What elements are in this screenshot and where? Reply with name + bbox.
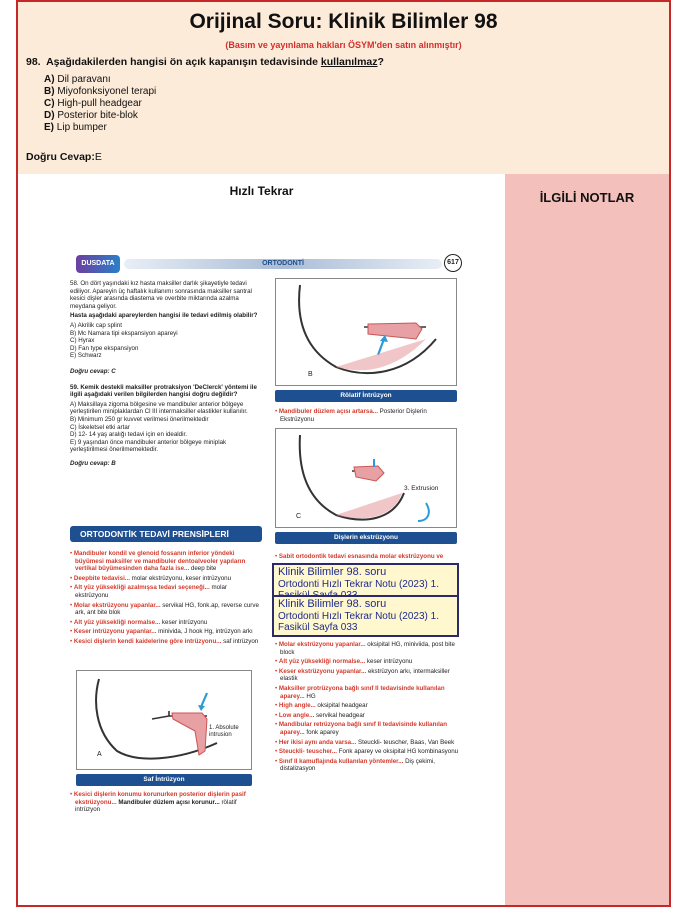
bullet-value: Fonk aparey ve oksipital HG kombinasyonu [337, 748, 459, 756]
bullet-value: servikal HG, fonk.ap, reverse curve ark, ant bite blok [75, 601, 259, 617]
book-page-number: 617 [444, 254, 462, 272]
bullet-value: oksipital headgear [315, 702, 368, 710]
option-e[interactable] [44, 122, 156, 134]
list-item [275, 721, 459, 736]
question-number: 98. [26, 56, 41, 68]
book-page-scan [70, 250, 460, 820]
bullet-value: Posterior Dişlerin Ekstrüzyonu [280, 408, 427, 423]
figure-a-saf-intruzyon [76, 670, 252, 770]
list-item [70, 575, 260, 583]
option-letter: C) [44, 98, 55, 109]
quick-review-heading: Hızlı Tekrar [229, 184, 294, 198]
answer-label: Doğru Cevap: [26, 151, 95, 163]
bullet-key: Low angle... [278, 711, 315, 719]
figure-b-caption: Rölatif İntrüzyon [275, 390, 457, 402]
bullet-value: saf intrüzyon [221, 637, 259, 645]
answer-options [44, 74, 156, 134]
bullet-key: Keser intrüzyonu yapanlar... [73, 628, 157, 636]
bullet-value: Steuckli- teuscher, Baas, Van Beek [356, 738, 455, 746]
bullet-key: Alt yüz yüksekliği normalse... [278, 658, 366, 666]
bullet-value: keser intrüzyonu [160, 618, 208, 626]
section-title-banner: ORTODONTİK TEDAVİ PRENSİPLERİ [70, 526, 262, 542]
book-section-label: ORTODONTİ [262, 260, 304, 267]
q59-option: C) İskeletsel etki artar [70, 423, 130, 431]
page-title: Orijinal Soru: Klinik Bilimler 98 [189, 10, 498, 33]
list-item [275, 641, 459, 656]
bullet-value: HG [304, 692, 316, 700]
copyright-note: (Basım ve yayınlama hakları ÖSYM'den satın alınmıştır) [225, 40, 462, 50]
question-keyword: kullanılmaz [320, 56, 378, 68]
list-item [275, 658, 459, 666]
list-item [275, 758, 459, 773]
list-item [275, 408, 459, 423]
list-item [275, 702, 459, 710]
bullet-value: molar ekstrüzyonu [75, 584, 227, 599]
bullet-value: deep bite [189, 565, 217, 573]
answer-value: E [94, 151, 102, 163]
q58-option: A) Akrilik cap splint [70, 321, 122, 329]
jaw-diagram-a [77, 671, 253, 771]
question-panel [18, 2, 669, 174]
list-item [70, 791, 260, 814]
question-mark: ? [377, 56, 384, 68]
bullet-key: Keser ekstrüzyonu yapanlar... [278, 667, 367, 675]
bullet-value: servikal headgear [314, 711, 365, 719]
option-text: Lip bumper [56, 122, 107, 133]
bullet-key: Mandibular retrüzyona bağlı sınıf II tedavisinde kullanılan aparey... [278, 721, 448, 736]
bullet-key: High angle... [278, 702, 316, 710]
bullet-value: Diş çekimi, distalizasyon [280, 757, 435, 773]
figure-c-caption: Dişlerin ekstrüzyonu [275, 532, 457, 544]
q58-ask: Hasta aşağıdaki apareylerden hangisi ile tedavi edilmiş olabilir? [70, 312, 258, 320]
note-page: Fasikül Sayfa 033 [278, 622, 358, 633]
option-letter: E) [44, 122, 54, 133]
left-bullet-list [70, 550, 260, 648]
figure-c-letter: C [296, 513, 302, 520]
figure-c-label: 3. Extrusion [404, 485, 439, 492]
list-item [275, 553, 459, 561]
related-notes-panel [505, 174, 669, 905]
option-letter: B) [44, 86, 55, 97]
q58-option: E) Schwarz [70, 352, 102, 360]
bullet-value: keser intrüzyonu [365, 658, 413, 666]
right-bullet-list [275, 641, 459, 775]
figure-b-rolatif-intruzyon [275, 278, 457, 386]
left-bottom-note [70, 791, 260, 816]
list-item [275, 668, 459, 683]
bullet-key: Steuckli- teuscher... [278, 748, 338, 756]
q58-option: D) Fan type ekspansiyon [70, 344, 139, 352]
book-logo: DUSDATA [76, 255, 120, 273]
list-item [275, 748, 459, 756]
bullet-key: Molar ekstrüzyonu yapanlar... [278, 641, 366, 648]
bullet-key: Alt yüz yüksekliği normalse... [73, 618, 161, 626]
bullet-value: minivida, J hook Hg, intrüzyon arkı [156, 628, 253, 636]
bullet-key: Mandibuler kondil ve glenoid fossanın inferior yöndeki büyümesi maksiller ve mandibuler dentoalveoler yapıların vertikal büyümesinden daha fazla ise... [73, 550, 246, 573]
right-mid-note [275, 408, 459, 425]
list-item [70, 602, 260, 617]
option-letter: A) [44, 74, 55, 85]
bullet-key: Her ikisi aynı anda varsa... [278, 738, 357, 746]
option-letter: D) [44, 110, 55, 121]
q59-text: 59. Kemik destekli maksiller protraksiyon 'DeClerck' yöntemi ile ilgili aşağıdaki verilen bilgilerden hangisi doğru değildir? [70, 383, 257, 399]
bullet-key: Kesici dişlerin konumu korunurken posterior dişlerin pasif ekstrüzyonu... [73, 791, 246, 806]
question-text [26, 56, 384, 68]
option-a[interactable] [44, 74, 156, 86]
bullet-key: Maksiller protrüzyona bağlı sınıf II tedavisinde kullanılan aparey... [278, 684, 445, 700]
q59-option: A) Maksillaya zigoma bölgesine ve mandibuler anterior bölgeye yerleştirilen miniplaklardan Cl III intermaksiller elastikler kullanılır. [70, 400, 248, 416]
bullet-value: molar ekstrüzyonu, keser intrüzyonu [129, 574, 232, 582]
bullet-key: Kesici dişlerin kendi kaidelerine göre intrüzyonu... [73, 637, 222, 645]
note-source: Ortodonti Hızlı Tekrar Notu (2023) 1. [278, 610, 439, 622]
book-left-column [70, 280, 260, 469]
figure-c-ekstruzyon [275, 428, 457, 528]
list-item [70, 628, 260, 636]
list-item [275, 712, 459, 720]
bullet-value: ekstrüzyon arkı, intermaksiller elastik [280, 667, 450, 683]
list-item [275, 685, 459, 700]
note-title: Klinik Bilimler 98. soru [278, 598, 387, 610]
option-text: Posterior bite-blok [57, 110, 138, 121]
bullet-bold: Mandibuler düzlem açısı korunur... [116, 798, 220, 806]
figure-b-letter: B [308, 371, 313, 378]
bullet-value: fonk aparey [304, 728, 339, 736]
q59-option: B) Minimum 250 gr kuvvet verilmesi önerilmektedir [70, 415, 209, 423]
q58-option: B) Mc Namara tipi ekspansiyon apareyi [70, 329, 178, 337]
option-text: Dil paravanı [57, 74, 111, 85]
list-item [70, 619, 260, 627]
option-b[interactable] [44, 86, 156, 98]
bullet-key: Sınıf II kamuflajında kullanılan yöntemler... [278, 757, 404, 765]
jaw-diagram-c [276, 429, 458, 529]
q59-option: E) 9 yaşından önce mandibuler anterior bölgeye miniplak yerleştirilmesi önerilmemektedir. [70, 438, 227, 454]
bullet-key: Sabit ortodontik tedavi esnasında molar ekstrüzyonu ve [278, 553, 444, 560]
option-d[interactable] [44, 110, 156, 122]
q58-text: 58. On dört yaşındaki kız hasta maksiller darlık şikayetiyle tedavi ediliyor. Apareyin üç haftalık kullanımı sonrasında maksiller santral kesici dişler arasında diastema ve overbite miktarında azalma meydana geliyor. [70, 280, 252, 310]
option-text: Miyofonksiyonel terapi [57, 86, 157, 97]
note-source: Ortodonti Hızlı Tekrar Notu (2023) 1. [278, 578, 439, 590]
bullet-key: Alt yüz yüksekliği azalmışsa tedavi seçeneği... [73, 584, 210, 592]
list-item [70, 584, 260, 599]
list-item [275, 739, 459, 747]
question-stem: Aşağıdakilerden hangisi ön açık kapanışın tedavisinde [46, 56, 321, 68]
bullet-value: rölatif intrüzyon [75, 798, 237, 814]
q58-answer: Doğru cevap: C [70, 367, 116, 375]
list-item [70, 550, 260, 573]
note-box-2[interactable] [272, 595, 459, 637]
bullet-value: oksipital HG, miniviida, post bite block [280, 641, 455, 656]
option-text: High-pull headgear [57, 98, 142, 109]
bullet-key: Mandibuler düzlem açısı artarsa... [278, 408, 378, 415]
book-section-bar [124, 259, 442, 269]
correct-answer [26, 151, 102, 163]
q59-option: D) 12- 14 yaş aralığı tedavi için en idealdir. [70, 431, 187, 439]
list-item [70, 638, 260, 646]
bullet-key: Molar ekstrüzyonu yapanlar... [73, 601, 161, 609]
note-title: Klinik Bilimler 98. soru [278, 566, 387, 578]
jaw-diagram-b [276, 279, 458, 387]
option-c[interactable] [44, 98, 156, 110]
bullet-key: Deepbite tedavisi... [73, 574, 130, 582]
q58-option: C) Hyrax [70, 337, 95, 345]
right-top-bullet [275, 553, 459, 563]
figure-a-caption: Saf İntrüzyon [76, 774, 252, 786]
related-notes-heading: İLGİLİ NOTLAR [539, 190, 635, 205]
figure-a-label: 1. Absolute intrusion [209, 725, 239, 738]
q59-answer: Doğru cevap: B [70, 459, 116, 467]
figure-a-letter: A [97, 751, 102, 758]
